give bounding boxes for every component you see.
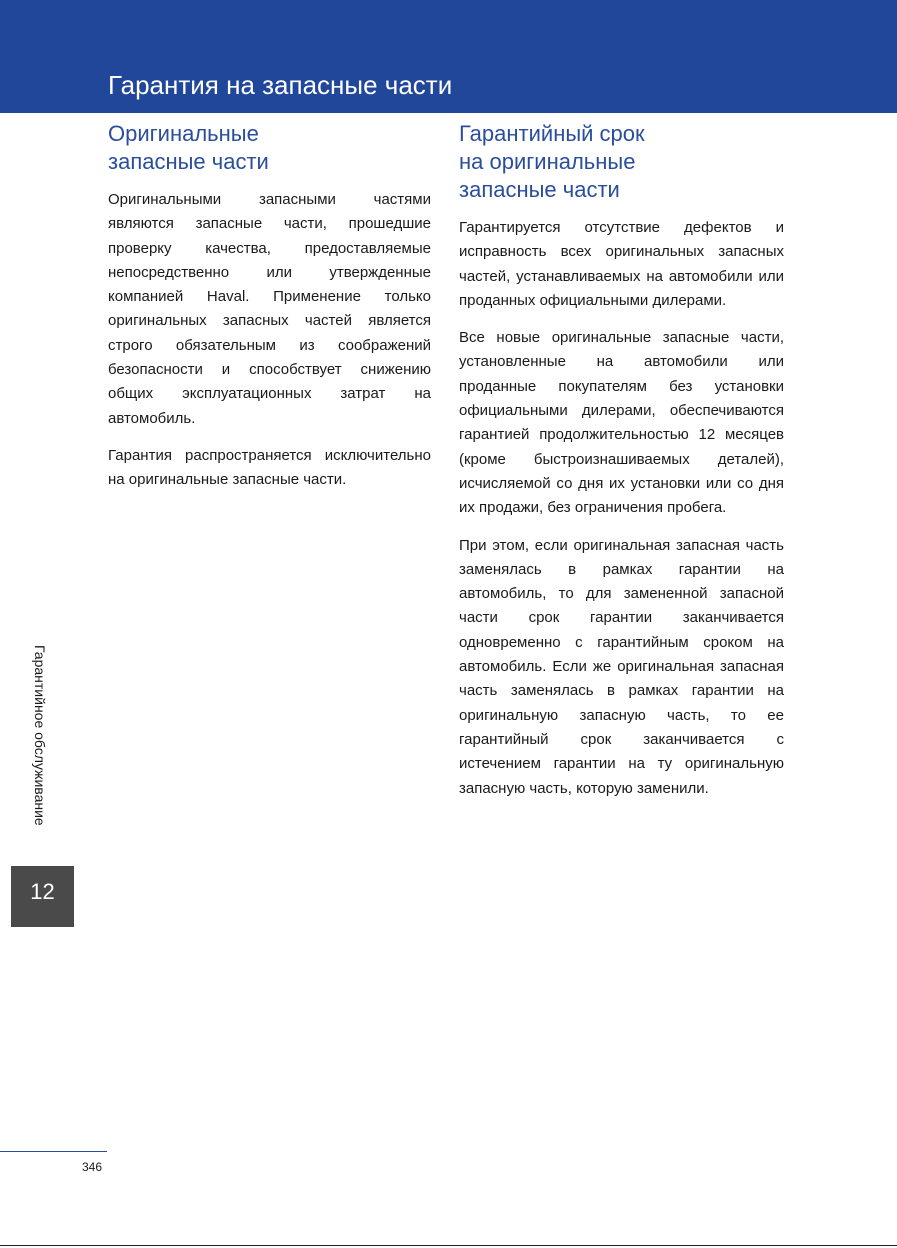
- footer-divider: [0, 1151, 107, 1152]
- section-heading-warranty-period: [459, 120, 784, 204]
- paragraph: Оригинальными запасными частями являются запасные части, прошедшие проверку качества, предоставляемые непосредственно или утвержденные компанией Haval. Применение только оригинальных запасных частей является строго обязательным из соображений безопасности и способствует снижению общих эксплуатационных затрат на автомобиль.: [108, 191, 431, 427]
- bottom-rule: [0, 1245, 897, 1246]
- paragraph: Гарантируется отсутствие дефектов и исправность всех оригинальных запасных частей, устанавливаемых на автомобили или проданных официальными дилерами.: [459, 219, 784, 309]
- heading-line: на оригинальные: [459, 149, 636, 174]
- section-heading-original-parts: [108, 120, 431, 176]
- heading-line: запасные части: [108, 149, 269, 174]
- page-number: 346: [82, 1160, 103, 1174]
- heading-line: Гарантийный срок: [459, 121, 645, 146]
- paragraph: При этом, если оригинальная запасная часть заменялась в рамках гарантии на автомобиль, то для замененной запасной части срок гарантии заканчивается одновременно с гарантийным сроком на автомобиль. Если же оригинальная запасная часть заменялась в рамках гарантии на оригинальную запасную часть, то ее гарантийный срок заканчивается с истечением гарантии на ту оригинальную запасную часть, которую заменили.: [459, 536, 784, 797]
- page-header: [0, 0, 897, 113]
- left-column: [108, 120, 431, 506]
- paragraph: Все новые оригинальные запасные части, установленные на автомобили или проданные покупателям без установки официальными дилерами, обеспечиваются гарантией продолжительностью 12 месяцев (кроме быстроизнашиваемых деталей), исчисляемой со дня их установки или со дня их продажи, без ограничения пробега.: [459, 329, 784, 517]
- paragraph: Гарантия распространяется исключительно на оригинальные запасные части.: [108, 446, 431, 489]
- right-column: [459, 120, 784, 814]
- chapter-side-label: Гарантийное обслуживание: [32, 645, 48, 826]
- heading-line: Оригинальные: [108, 121, 259, 146]
- heading-line: запасные части: [459, 177, 620, 202]
- chapter-number: 12: [30, 879, 55, 904]
- page-title: Гарантия на запасные части: [108, 70, 453, 100]
- chapter-tab: [11, 866, 74, 927]
